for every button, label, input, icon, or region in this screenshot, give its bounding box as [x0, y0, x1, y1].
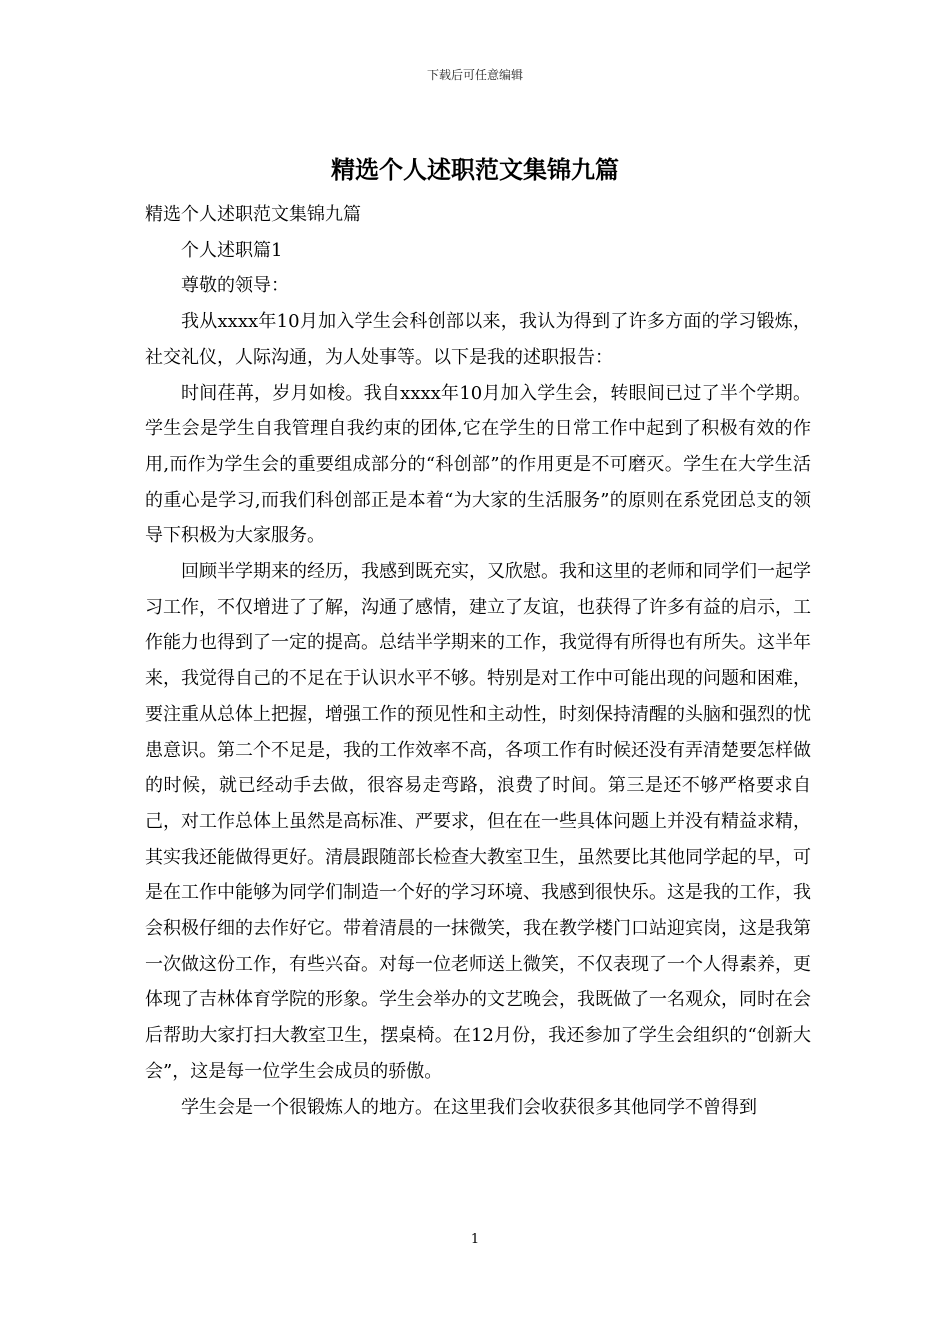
document-body: [145, 197, 811, 1125]
paragraph: 我从xxxx年10月加入学生会科创部以来，我认为得到了许多方面的学习锻炼，社交礼仪，人际沟通，为人处事等。以下是我的述职报告：: [145, 311, 811, 368]
paragraph: 回顾半学期来的经历，我感到既充实，又欣慰。我和这里的老师和同学们一起学习工作，不仅增进了了解，沟通了感情，建立了友谊，也获得了许多有益的启示，工作能力也得到了一定的提高。总结半学期来的工作，我觉得有所得也有所失。这半年来，我觉得自己的不足在于认识水平不够。特别是对工作中可能出现的问题和困难，要注重从总体上把握，增强工作的预见性和主动性，时刻保持清醒的头脑和强烈的忧患意识。第二个不足是，我的工作效率不高，各项工作有时候还没有弄清楚要怎样做的时候，就已经动手去做，很容易走弯路，浪费了时间。第三是还不够严格要求自己，对工作总体上虽然是高标准、严要求，但在在一些具体问题上并没有精益求精，其实我还能做得更好。清晨跟随部长检查大教室卫生，虽然要比其他同学起的早，可是在工作中能够为同学们制造一个好的学习环境、我感到很快乐。这是我的工作，我会积极仔细的去作好它。带着清晨的一抹微笑，我在教学楼门口站迎宾岗，这是我第一次做这份工作，有些兴奋。对每一位老师送上微笑，不仅表现了一个人得素养，更体现了吉林体育学院的形象。学生会举办的文艺晚会，我既做了一名观众，同时在会后帮助大家打扫大教室卫生，摆桌椅。在12月份，我还参加了学生会组织的“创新大会”，这是每一位学生会成员的骄傲。: [145, 561, 811, 1082]
paragraph: 精选个人述职范文集锦九篇: [145, 204, 361, 225]
paragraph: 尊敬的领导：: [181, 275, 289, 297]
paragraph: 时间荏苒，岁月如梭。我自xxxx年10月加入学生会，转眼间已过了半个学期。学生会是学生自我管理自我约束的团体,它在学生的日常工作中起到了积极有效的作用,而作为学生会的重要组成部分的“科创部”的作用更是不可磨灭。学生在大学生活的重心是学习,而我们科创部正是本着“为大家的生活服务”的原则在系党团总支的领导下积极为大家服务。: [145, 382, 811, 547]
document-title: 精选个人述职范文集锦九篇: [331, 155, 619, 184]
page-number: 1: [470, 1232, 480, 1247]
page-header: 下载后可任意编辑: [426, 68, 523, 82]
paragraph: 学生会是一个很锻炼人的地方。在这里我们会收获很多其他同学不曾得到: [181, 1096, 757, 1118]
paragraph: 个人述职篇1: [181, 239, 283, 261]
